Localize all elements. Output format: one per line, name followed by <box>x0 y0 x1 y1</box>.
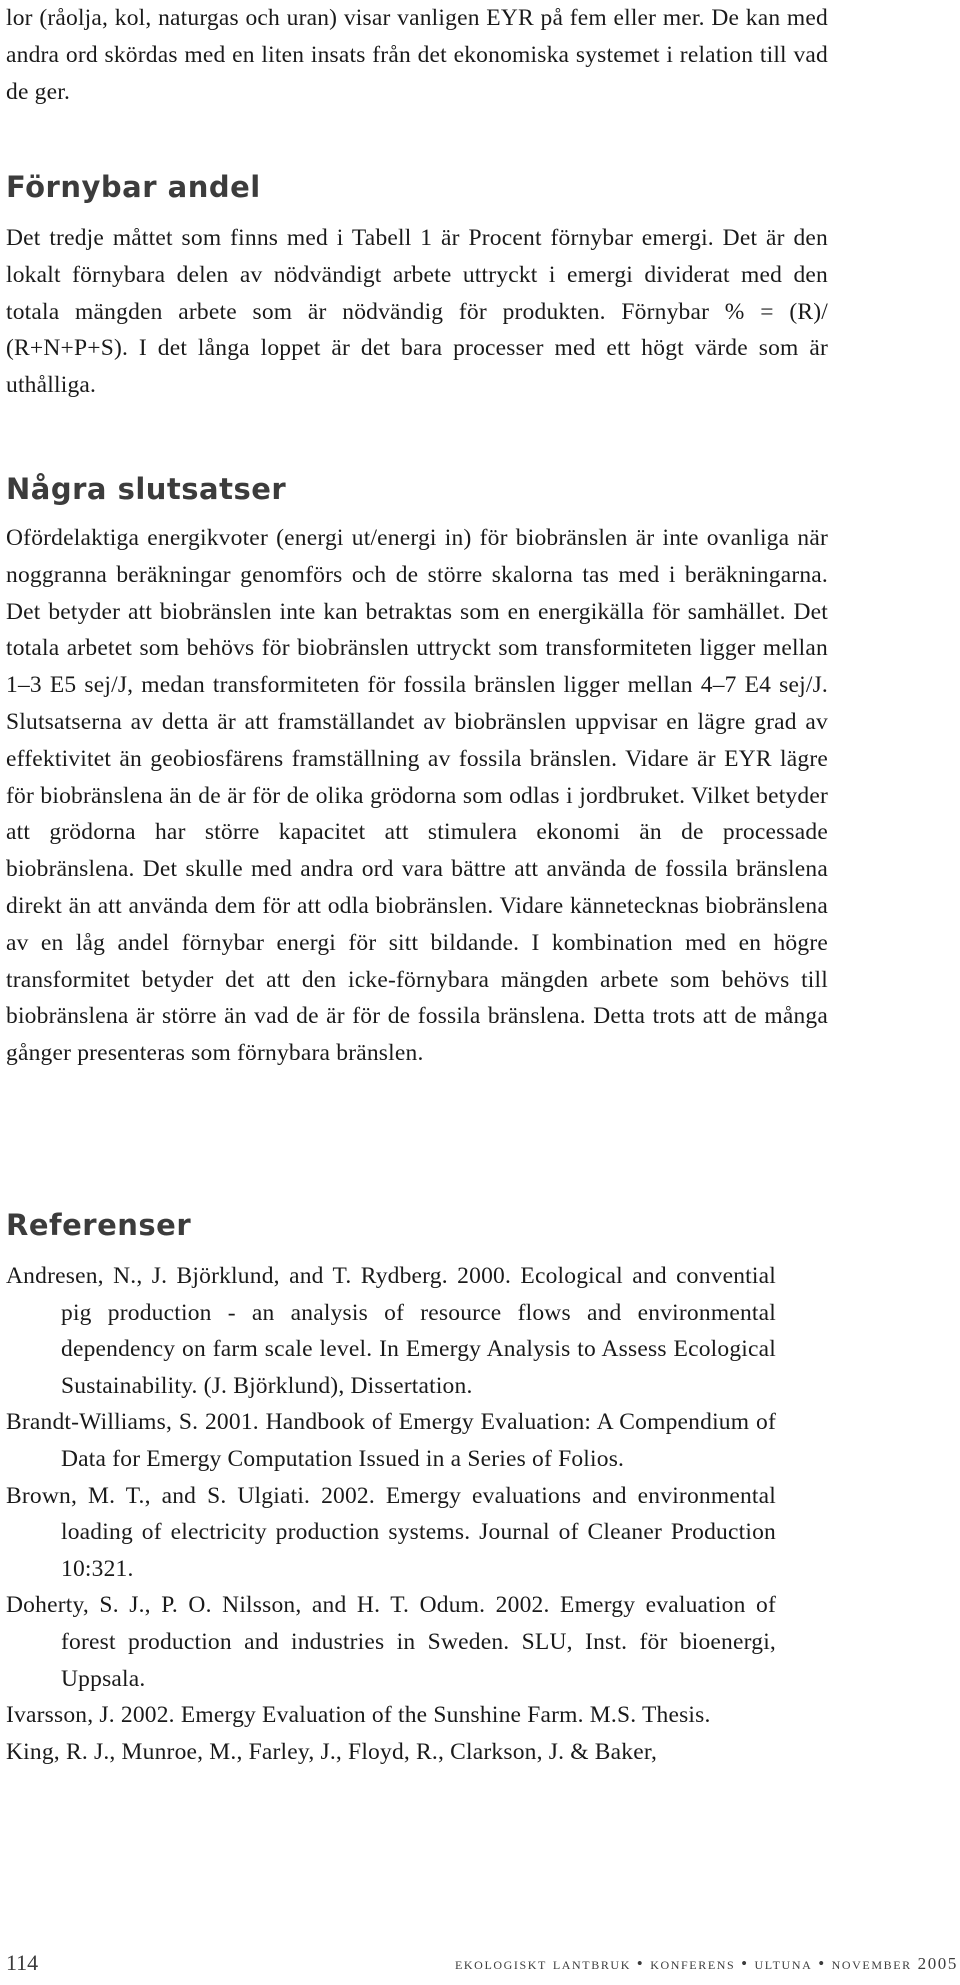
reference-item: Brown, M. T., and S. Ulgiati. 2002. Emergy evaluations and environmental loading of electricity production systems. Journal of Cleaner Production 10:321. <box>6 1482 776 1582</box>
reference-item: Ivarsson, J. 2002. Emergy Evaluation of the Sunshine Farm. M.S. Thesis. <box>6 1702 711 1729</box>
paragraph-fornybar-andel: Det tredje måttet som finns med i Tabell 1 är Procent förnybar emergi. Det är den lokalt förnybara delen av nödvändigt arbete uttryckt i emergi dividerat med den totala mängden arbete som är nödvändig för produkten. Förnybar % = (R)/ (R+N+P+S). I det långa loppet är det bara processer med ett högt värde som är uthålliga. <box>6 225 828 399</box>
intro-paragraph: lor (råolja, kol, naturgas och uran) visar vanligen EYR på fem eller mer. De kan med andra ord skördas med en liten insats från det ekonomiska systemet i relation till vad de ger. <box>6 5 828 105</box>
reference-item: Andresen, N., J. Björklund, and T. Rydberg. 2000. Ecological and convential pig production - an analysis of resource flows and environmental dependency on farm scale level. In Emergy Analysis to Assess Ecological Sustainability. (J. Björklund), Dissertation. <box>6 1263 776 1399</box>
heading-fornybar-andel: Förnybar andel <box>6 170 261 204</box>
reference-item: Doherty, S. J., P. O. Nilsson, and H. T. Odum. 2002. Emergy evaluation of forest production and industries in Sweden. SLU, Inst. för bioenergi, Uppsala. <box>6 1592 776 1692</box>
reference-item: Brandt-Williams, S. 2001. Handbook of Emergy Evaluation: A Compendium of Data for Emergy Computation Issued in a Series of Folios. <box>6 1409 776 1472</box>
paragraph-nagra-slutsatser: Ofördelaktiga energikvoter (energi ut/energi in) för biobränslen är inte ovanliga när noggranna beräkningar genomförs och de större skalorna tas med i beräkningarna. Det betyder att biobränslen inte kan betraktas som en energikälla för samhället. Det totala arbetet som behövs för biobränslen uttryckt som transformiteten ligger mellan 1–3 E5 sej/J, medan transformiteten för fossila bränslen ligger mellan 4–7 E4 sej/J. Slutsatserna av detta är att framställandet av biobränslen uppvisar en lägre grad av effektivitet än geobiosfärens framställning av fossila bränslen. Vidare är EYR lägre för biobränslena än de är för de olika grödorna som odlas i jordbruket. Vilket betyder att grödorna har större kapacitet att stimulera ekonomi än de processade biobränslena. Det skulle med andra ord vara bättre att använda de fossila bränslena direkt än att använda dem för att odla biobränslen. Vidare kännetecknas biobränslena av en låg andel förnybar energi för sitt bildande. I kombination med en högre transformitet betyder det att den icke-förnybara mängden arbete som behövs till biobränslena är större än vad de är för de fossila bränslena. Detta trots att de många gånger presenteras som förnybara bränslen. <box>6 525 828 1067</box>
heading-nagra-slutsatser: Några slutsatser <box>6 472 287 506</box>
heading-referenser: Referenser <box>6 1208 192 1242</box>
running-title: ekologiskt lantbruk • konferens • ultuna • november 2005 <box>454 1954 958 1973</box>
page-number: 114 <box>6 1950 39 1975</box>
reference-list <box>6 1258 776 1770</box>
reference-item: King, R. J., Munroe, M., Farley, J., Floyd, R., Clarkson, J. & Baker, <box>6 1738 658 1765</box>
